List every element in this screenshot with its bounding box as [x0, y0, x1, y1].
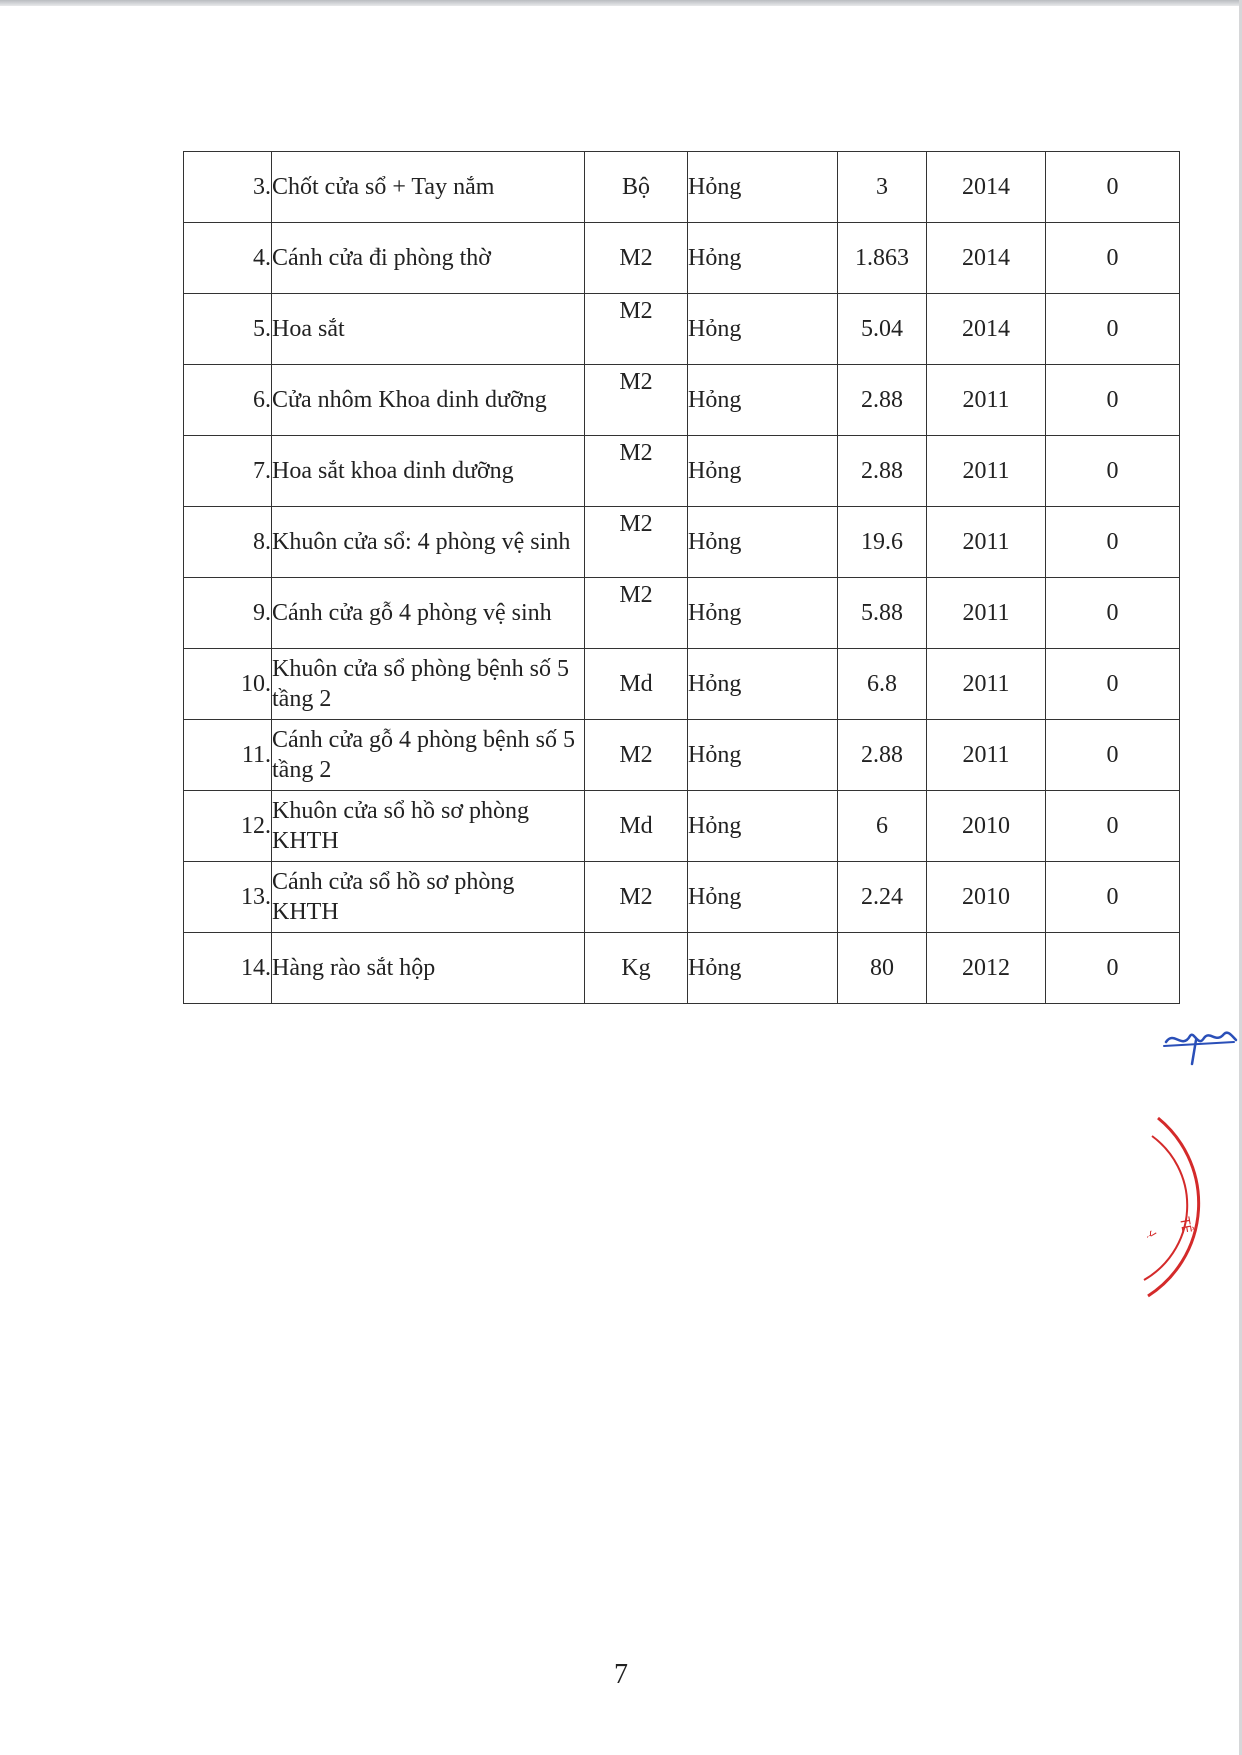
table-row [184, 294, 1180, 365]
condition-cell: Hỏng [688, 507, 838, 578]
remaining-value-cell: 0 [1046, 436, 1180, 507]
item-name-cell: Cánh cửa gỗ 4 phòng vệ sinh [272, 578, 585, 649]
condition-cell: Hỏng [688, 862, 838, 933]
quantity-cell: 2.88 [838, 720, 927, 791]
year-cell: 2010 [927, 862, 1046, 933]
year-cell: 2014 [927, 152, 1046, 223]
remaining-value-cell: 0 [1046, 578, 1180, 649]
item-name-cell: Chốt cửa sổ + Tay nắm [272, 152, 585, 223]
year-cell: 2011 [927, 578, 1046, 649]
unit-cell: Md [585, 791, 688, 862]
year-cell: 2011 [927, 507, 1046, 578]
year-cell: 2011 [927, 720, 1046, 791]
item-name-cell: Cánh cửa đi phòng thờ [272, 223, 585, 294]
item-name-cell: Khuôn cửa sổ phòng bệnh số 5 tầng 2 [272, 649, 585, 720]
item-name-cell: Hàng rào sắt hộp [272, 933, 585, 1004]
unit-cell: M2 [585, 720, 688, 791]
quantity-cell: 1.863 [838, 223, 927, 294]
page-number: 7 [614, 1659, 628, 1690]
row-number-cell: 7. [184, 436, 272, 507]
condition-cell: Hỏng [688, 223, 838, 294]
condition-cell: Hỏng [688, 152, 838, 223]
unit-cell: Bộ [585, 152, 688, 223]
unit-cell: M2 [585, 294, 688, 365]
table-row [184, 720, 1180, 791]
year-cell: 2011 [927, 436, 1046, 507]
quantity-cell: 5.88 [838, 578, 927, 649]
signature-mark [1160, 1020, 1240, 1070]
unit-cell: Kg [585, 933, 688, 1004]
remaining-value-cell: 0 [1046, 223, 1180, 294]
remaining-value-cell: 0 [1046, 294, 1180, 365]
condition-cell: Hỏng [688, 436, 838, 507]
scan-edge [0, 0, 1242, 6]
item-name-cell: Cánh cửa sổ hồ sơ phòng KHTH [272, 862, 585, 933]
inventory-table [183, 151, 1180, 1004]
quantity-cell: 6.8 [838, 649, 927, 720]
item-name-cell: Hoa sắt khoa dinh dưỡng [272, 436, 585, 507]
condition-cell: Hỏng [688, 294, 838, 365]
table-row [184, 933, 1180, 1004]
row-number-cell: 10. [184, 649, 272, 720]
remaining-value-cell: 0 [1046, 152, 1180, 223]
year-cell: 2010 [927, 791, 1046, 862]
svg-text:TẾ: TẾ [1176, 1216, 1194, 1235]
table-row [184, 152, 1180, 223]
year-cell: 2011 [927, 365, 1046, 436]
quantity-cell: 2.88 [838, 436, 927, 507]
unit-cell: M2 [585, 436, 688, 507]
row-number-cell: 9. [184, 578, 272, 649]
year-cell: 2012 [927, 933, 1046, 1004]
item-name-cell: Cửa nhôm Khoa dinh dưỡng [272, 365, 585, 436]
row-number-cell: 8. [184, 507, 272, 578]
table-row [184, 507, 1180, 578]
svg-text:ܓ: ܓ [1147, 1230, 1161, 1238]
row-number-cell: 14. [184, 933, 272, 1004]
item-name-cell: Cánh cửa gỗ 4 phòng bệnh số 5 tầng 2 [272, 720, 585, 791]
official-stamp [1128, 1112, 1208, 1302]
item-name-cell: Khuôn cửa sổ hồ sơ phòng KHTH [272, 791, 585, 862]
year-cell: 2014 [927, 223, 1046, 294]
item-name-cell: Khuôn cửa sổ: 4 phòng vệ sinh [272, 507, 585, 578]
table-row [184, 791, 1180, 862]
remaining-value-cell: 0 [1046, 720, 1180, 791]
row-number-cell: 6. [184, 365, 272, 436]
row-number-cell: 12. [184, 791, 272, 862]
row-number-cell: 3. [184, 152, 272, 223]
year-cell: 2014 [927, 294, 1046, 365]
unit-cell: Md [585, 649, 688, 720]
quantity-cell: 2.88 [838, 365, 927, 436]
unit-cell: M2 [585, 862, 688, 933]
table-row [184, 862, 1180, 933]
remaining-value-cell: 0 [1046, 791, 1180, 862]
remaining-value-cell: 0 [1046, 507, 1180, 578]
quantity-cell: 6 [838, 791, 927, 862]
row-number-cell: 11. [184, 720, 272, 791]
condition-cell: Hỏng [688, 933, 838, 1004]
item-name-cell: Hoa sắt [272, 294, 585, 365]
remaining-value-cell: 0 [1046, 862, 1180, 933]
remaining-value-cell: 0 [1046, 649, 1180, 720]
condition-cell: Hỏng [688, 720, 838, 791]
remaining-value-cell: 0 [1046, 933, 1180, 1004]
unit-cell: M2 [585, 507, 688, 578]
year-cell: 2011 [927, 649, 1046, 720]
condition-cell: Hỏng [688, 649, 838, 720]
quantity-cell: 2.24 [838, 862, 927, 933]
condition-cell: Hỏng [688, 365, 838, 436]
unit-cell: M2 [585, 223, 688, 294]
unit-cell: M2 [585, 365, 688, 436]
quantity-cell: 19.6 [838, 507, 927, 578]
table-row [184, 578, 1180, 649]
quantity-cell: 5.04 [838, 294, 927, 365]
table-row [184, 365, 1180, 436]
remaining-value-cell: 0 [1046, 365, 1180, 436]
row-number-cell: 13. [184, 862, 272, 933]
condition-cell: Hỏng [688, 791, 838, 862]
unit-cell: M2 [585, 578, 688, 649]
condition-cell: Hỏng [688, 578, 838, 649]
row-number-cell: 4. [184, 223, 272, 294]
quantity-cell: 80 [838, 933, 927, 1004]
table-row [184, 223, 1180, 294]
table-row [184, 649, 1180, 720]
row-number-cell: 5. [184, 294, 272, 365]
table-row [184, 436, 1180, 507]
quantity-cell: 3 [838, 152, 927, 223]
